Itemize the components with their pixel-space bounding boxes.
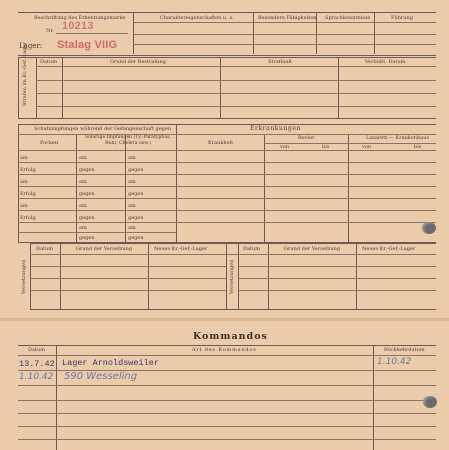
vacc-row-other1: am xyxy=(79,225,87,231)
transfers-side-label-left: Versetzungen xyxy=(21,259,27,294)
ward-to: bis xyxy=(322,144,330,150)
kommando-col-date: Datum xyxy=(28,347,45,353)
vacc-row-other2: am xyxy=(128,203,136,209)
issuer-label: Beschriftung des Erkennungsmarke xyxy=(34,15,126,21)
vacc-col-smallpox: Pocken xyxy=(40,140,59,146)
kommando-entry-type: Lager Arnoldsweiler xyxy=(62,358,159,368)
vacc-col-other: Sonstige Impfungen (Ty.-Paratyphus, Ruhr, Cholera usw.) xyxy=(85,135,171,146)
illness-col-ward: Revier xyxy=(298,135,315,141)
vacc-row-other1: gegen xyxy=(79,215,95,221)
kommando-entry-date: 13.7.42 xyxy=(19,359,55,369)
col-special-skills: Besondere Fähigkeiten xyxy=(258,15,317,21)
transfer-col-reason: Grund der Versetzung xyxy=(76,246,133,252)
kommandos-title: Kommandos xyxy=(193,331,268,342)
vacc-row-label: am xyxy=(20,179,28,185)
col-leadership: Führung xyxy=(391,15,413,21)
kommando-col-type: Art des Kommandos xyxy=(192,347,257,353)
camp-stamp: Stalag VIIG xyxy=(57,39,118,51)
hospital-from: von xyxy=(362,144,372,150)
card-fold xyxy=(0,318,449,321)
punish-col-penalty: Strafmaß xyxy=(268,59,292,65)
vacc-row-other2: gegen xyxy=(128,215,144,221)
transfer-col-reason-2: Grund der Versetzung xyxy=(284,246,341,252)
vacc-row-other1: gegen xyxy=(79,191,95,197)
kommando-entry-type: 590 Wesseling xyxy=(64,371,138,382)
illness-heading: Erkrankungen xyxy=(250,125,302,132)
vacc-row-other1: am xyxy=(79,155,87,161)
vacc-row-other2: am xyxy=(128,155,136,161)
kommando-col-return: Rückkehrdatum xyxy=(384,347,425,353)
illness-col-hospital: Lazarett — Krankenhaus xyxy=(366,135,429,141)
transfers-side-label-right: Versetzungen xyxy=(229,259,235,294)
punish-col-reason: Grund der Bestrafung xyxy=(110,59,166,65)
vacc-row-other1: am xyxy=(79,179,87,185)
prisoner-number-stamp: 10213 xyxy=(62,20,94,32)
vacc-row-label: Erfolg xyxy=(20,167,36,173)
vacc-row-other2: gegen xyxy=(128,191,144,197)
punch-hole xyxy=(422,222,436,234)
hospital-to: bis xyxy=(414,144,422,150)
illness-col-illness: Krankheit xyxy=(208,140,234,146)
punish-col-date: Datum xyxy=(40,59,57,65)
vacc-row-label: am xyxy=(20,203,28,209)
transfer-col-date-2: Datum xyxy=(243,246,260,252)
vacc-row-other2: gegen xyxy=(128,167,144,173)
transfer-col-new-camp: Neues Kr.-Gef.-Lager xyxy=(154,246,208,252)
vacc-row-other2: am xyxy=(128,225,136,231)
vacc-row-label: Erfolg xyxy=(20,215,36,221)
punch-hole xyxy=(423,396,437,408)
number-label: Nr. xyxy=(46,28,54,34)
vacc-row-other2: am xyxy=(128,179,136,185)
col-languages: Sprachkenntnisse xyxy=(325,15,371,21)
vacc-row-other2: gegen xyxy=(128,235,144,241)
punishments-side-label: Strafen im Kr.-Gef.-Lager xyxy=(22,42,28,106)
vacc-row-label: Erfolg xyxy=(20,191,36,197)
kommando-entry-date: 1.10.42 xyxy=(19,372,54,382)
kommando-entry-return: 1.10.42 xyxy=(377,357,412,367)
vacc-row-label: am xyxy=(20,155,28,161)
vacc-heading: Schutzimpfungen während der Gefangenschaft gegen xyxy=(34,126,172,132)
camp-label: Lager: xyxy=(19,42,43,50)
col-character: Charaktereigenschaften u. a. xyxy=(160,15,234,21)
vacc-row-other1: gegen xyxy=(79,167,95,173)
transfer-col-date: Datum xyxy=(36,246,53,252)
vacc-row-other1: gegen xyxy=(79,235,95,241)
punish-col-served: Verbüßt. Datum xyxy=(365,59,406,65)
transfer-col-new-camp-2: Neues Kr.-Gef.-Lager xyxy=(362,246,416,252)
ward-from: von xyxy=(280,144,290,150)
vacc-row-other1: am xyxy=(79,203,87,209)
